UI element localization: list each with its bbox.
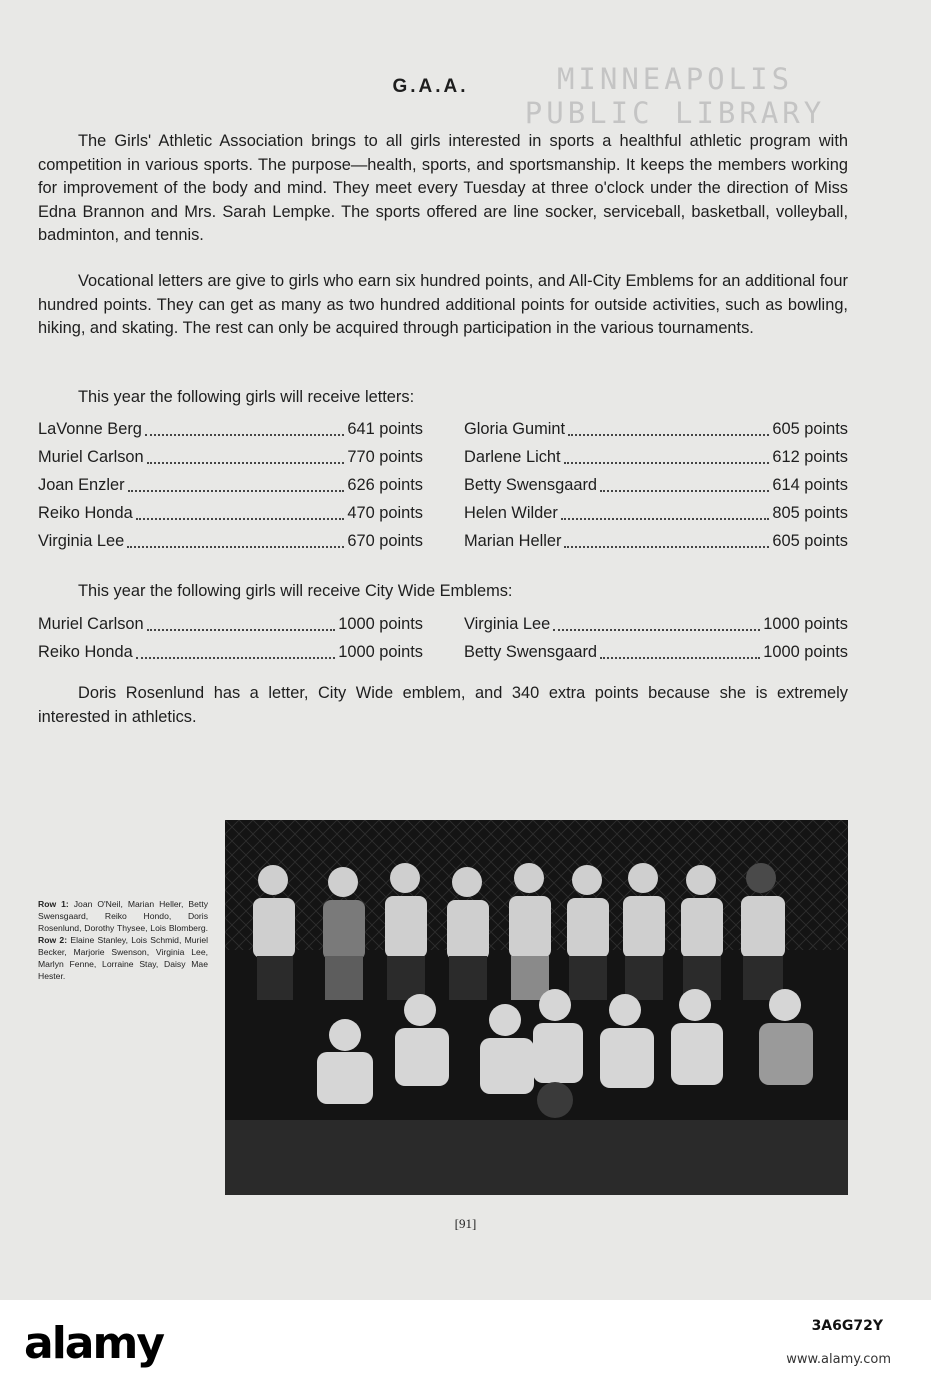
intro-paragraph [38,130,848,248]
girl-name: Helen Wilder [464,504,558,522]
girl-points: 1000 points [338,643,423,661]
letter-row [38,415,423,443]
girl-name: Betty Swensgaard [464,476,598,494]
closing-paragraph-text: Doris Rosenlund has a letter, City Wide emblem, and 340 extra points because she is extremely interested in athletics. [38,684,848,726]
points-paragraph-text: Vocational letters are give to girls who earn six hundred points, and All-City Emblems for an additional four hundred points. They can get as many as two hundred additional points for outside activities, such as bowling, hiking, and skating. The rest can only be acquired through participation in the various tournaments. [38,272,848,338]
girl-name: Betty Swensgaard [464,643,598,661]
letters-right-column [464,415,848,555]
leader-dots [553,629,760,631]
girl-points: 770 points [347,448,423,466]
basketball [537,1082,573,1118]
girl-points: 605 points [772,532,848,550]
emblem-row [38,610,423,638]
leader-dots [128,490,345,492]
letter-row [464,499,848,527]
emblems-intro-text: This year the following girls will receive City Wide Emblems: [78,582,513,600]
letters-intro [38,386,848,410]
girl-name: Virginia Lee [38,532,125,550]
leader-dots [127,546,344,548]
girl-points: 614 points [772,476,848,494]
stamp-line-1: MINNEAPOLIS [556,62,794,96]
intro-paragraph-text: The Girls' Athletic Association brings to all girls interested in sports a healthful athletic program with competition in various sports. The purpose—health, sports, and sportsmanship. It keeps the members working for improvement of the body and mind. They meet every Tuesday at three o'clock under the direction of Miss Edna Brannon and Mrs. Sarah Lempke. The sports offered are line socker, serviceball, basketball, volleyball, badminton, and tennis. [38,132,848,245]
girl-points: 1000 points [763,615,848,633]
girl-name: Muriel Carlson [38,615,144,633]
girl-name: Marian Heller [464,532,562,550]
leader-dots [600,657,760,659]
girl-points: 641 points [347,420,423,438]
girl-name: Gloria Gumint [464,420,566,438]
leader-dots [147,462,345,464]
caption-row2-names: Elaine Stanley, Lois Schmid, Muriel Becker, Marjorie Swenson, Virginia Lee, Marlyn Fenne, Lorraine Stay, Daisy Mae Hester. [38,935,209,981]
girl-name: Reiko Honda [38,504,133,522]
letter-row [464,415,848,443]
emblems-left-column [38,610,423,666]
girl-name: Reiko Honda [38,643,133,661]
letter-row [38,443,423,471]
page-number: [91] [454,1216,477,1231]
girl-points: 1000 points [338,615,423,633]
letter-row [464,527,848,555]
girl-name: LaVonne Berg [38,420,142,438]
page-title: G.A.A. [392,76,469,97]
girl-points: 612 points [772,448,848,466]
back-row-figures [253,863,785,1000]
caption-row1-label: Row 1: [38,899,69,909]
site-url: www.alamy.com [786,1352,891,1367]
leader-dots [147,629,336,631]
caption-row2-label: Row 2: [38,935,68,945]
leader-dots [564,546,769,548]
leader-dots [136,657,335,659]
photo-caption [38,898,208,982]
girl-points: 1000 points [763,643,848,661]
leader-dots [145,434,344,436]
image-code: 3A6G72Y [811,1318,883,1334]
stamp-line-2: PUBLIC LIBRARY [524,96,826,130]
letter-row [464,471,848,499]
leader-dots [600,490,769,492]
letters-left-column [38,415,423,555]
team-photo-illustration [225,820,848,1195]
leader-dots [136,518,345,520]
team-photo [225,820,848,1195]
letter-row [38,471,423,499]
caption-row1-names: Joan O'Neil, Marian Heller, Betty Swensgaard, Reiko Hondo, Doris Rosenlund, Dorothy Thysee, Lois Blomberg. [38,899,209,933]
girl-points: 626 points [347,476,423,494]
girl-points: 470 points [347,504,423,522]
points-paragraph [38,270,848,341]
girl-points: 805 points [772,504,848,522]
leader-dots [564,462,770,464]
girl-points: 670 points [347,532,423,550]
leader-dots [568,434,769,436]
emblem-row [464,610,848,638]
emblems-intro [38,580,848,604]
letters-intro-text: This year the following girls will receive letters: [78,388,415,406]
gym-floor [225,1120,848,1195]
girl-name: Joan Enzler [38,476,125,494]
watermark-footer [0,1300,931,1390]
girl-name: Virginia Lee [464,615,551,633]
emblem-row [464,638,848,666]
emblem-row [38,638,423,666]
letter-row [464,443,848,471]
girl-name: Muriel Carlson [38,448,144,466]
letter-row [38,527,423,555]
alamy-logo: alamy [24,1318,163,1369]
emblems-right-column [464,610,848,666]
leader-dots [561,518,770,520]
closing-paragraph [38,682,848,729]
letter-row [38,499,423,527]
girl-points: 605 points [772,420,848,438]
girl-name: Darlene Licht [464,448,561,466]
